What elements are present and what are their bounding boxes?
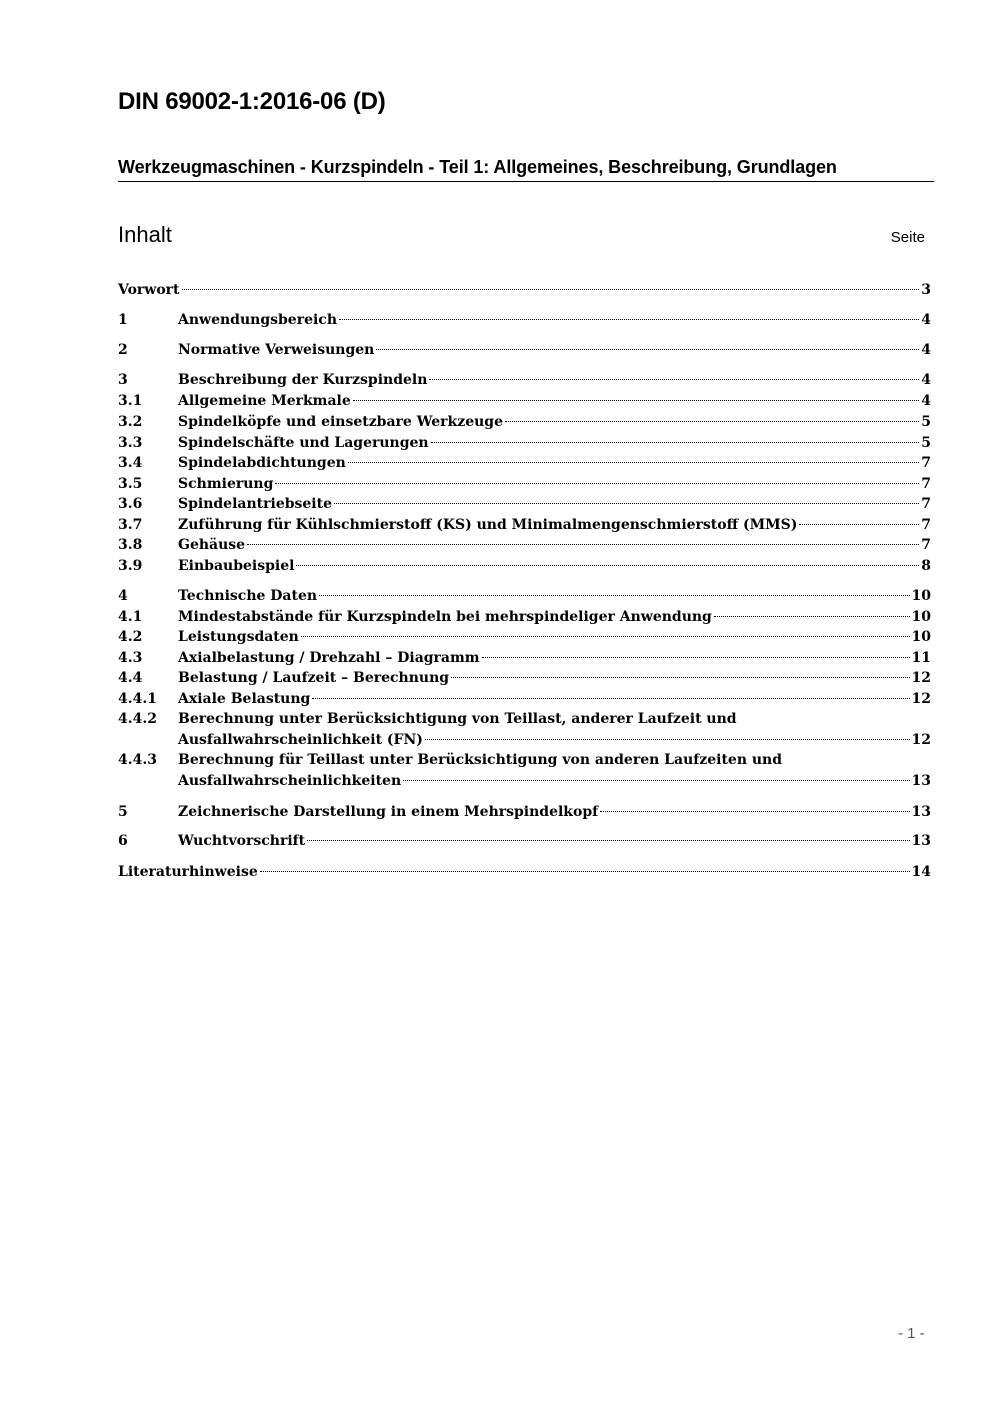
- toc-dot-leader: [339, 319, 919, 320]
- toc-entry-title-continuation: Ausfallwahrscheinlichkeit (FN): [178, 732, 423, 748]
- toc-entry-page: 10: [911, 588, 931, 604]
- toc-entry-title: Einbaubeispiel: [178, 558, 295, 574]
- toc-entry-title: Spindelabdichtungen: [178, 455, 346, 471]
- toc-entry-title-continuation: Ausfallwahrscheinlichkeiten: [178, 773, 402, 789]
- toc-entry-title: Allgemeine Merkmale: [178, 393, 351, 409]
- toc-dot-leader: [334, 503, 919, 504]
- toc-entry-number: 4.1: [118, 609, 143, 625]
- toc-entry[interactable]: [118, 340, 931, 360]
- document-title: DIN 69002-1:2016-06 (D): [118, 88, 386, 115]
- toc-heading: Inhalt: [118, 222, 172, 247]
- toc-dot-leader: [799, 524, 919, 525]
- toc-entry-title: Axiale Belastung: [178, 691, 311, 707]
- toc-entry[interactable]: [118, 689, 931, 709]
- toc-entry-number: 1: [118, 312, 128, 328]
- toc-entry[interactable]: [118, 535, 931, 555]
- toc-dot-leader: [319, 595, 909, 596]
- toc-entry-title: Spindelköpfe und einsetzbare Werkzeuge: [178, 414, 503, 430]
- toc-entry-title: Axialbelastung / Drehzahl – Diagramm: [178, 650, 480, 666]
- toc-entry-number: 3.1: [118, 393, 143, 409]
- toc-dot-leader: [451, 677, 909, 678]
- toc-entry[interactable]: [118, 862, 931, 882]
- toc-entry-title: Berechnung für Teillast unter Berücksichtigung von anderen Laufzeiten und: [178, 752, 783, 768]
- toc-entry-page: 7: [921, 517, 931, 533]
- toc-dot-leader: [403, 780, 909, 781]
- toc-dot-leader: [600, 811, 909, 812]
- toc-entry[interactable]: [118, 494, 931, 514]
- toc-entry-title: Berechnung unter Berücksichtigung von Teillast, anderer Laufzeit und: [178, 711, 737, 727]
- toc-dot-leader: [376, 349, 919, 350]
- toc-entry-title: Zuführung für Kühlschmierstoff (KS) und Minimalmengenschmierstoff (MMS): [178, 517, 798, 533]
- toc-entry-page: 8: [921, 558, 931, 574]
- toc-dot-leader: [429, 379, 919, 380]
- toc-page-column-label: Seite: [890, 229, 925, 246]
- toc-entry-number: 5: [118, 804, 128, 820]
- toc-entry-page: 13: [911, 804, 931, 820]
- toc-entry[interactable]: [118, 831, 931, 851]
- toc-dot-leader: [247, 544, 919, 545]
- toc-entry-number: 3.4: [118, 455, 143, 471]
- toc-entry-first-line: [118, 709, 931, 729]
- toc-dot-leader: [425, 739, 910, 740]
- toc-entry-title: Vorwort: [118, 282, 180, 298]
- toc-entry-page: 13: [911, 833, 931, 849]
- toc-entry-page: 7: [921, 496, 931, 512]
- toc-entry-page: 11: [911, 650, 931, 666]
- toc-entry-title: Mindestabstände für Kurzspindeln bei mehrspindeliger Anwendung: [178, 609, 712, 625]
- toc-dot-leader: [182, 289, 920, 290]
- toc-entry-page: 5: [921, 435, 931, 451]
- toc-entry[interactable]: [118, 453, 931, 473]
- toc-entry[interactable]: [118, 474, 931, 494]
- toc-entry[interactable]: [118, 433, 931, 453]
- toc-entry-number: 4.2: [118, 629, 143, 645]
- toc-dot-leader: [260, 871, 910, 872]
- toc-entry-number: 4.4.2: [118, 711, 157, 727]
- toc-dot-leader: [275, 483, 919, 484]
- toc-entry-page: 13: [911, 773, 931, 789]
- toc-entry-number: 3.2: [118, 414, 143, 430]
- toc-entry-page: 4: [921, 342, 931, 358]
- toc-entry-title: Normative Verweisungen: [178, 342, 375, 358]
- toc-entry[interactable]: [118, 771, 931, 791]
- toc-entry-number: 2: [118, 342, 128, 358]
- toc-entry-page: 5: [921, 414, 931, 430]
- document-subtitle: Werkzeugmaschinen - Kurzspindeln - Teil 1: Allgemeines, Beschreibung, Grundlagen: [118, 157, 934, 182]
- toc-entry-title: Gehäuse: [178, 537, 246, 553]
- toc-entry-number: 3.9: [118, 558, 143, 574]
- toc-entry[interactable]: [118, 556, 931, 576]
- toc-entry-number: 4.4: [118, 670, 143, 686]
- toc-entry-title: Technische Daten: [178, 588, 318, 604]
- toc-entry[interactable]: [118, 280, 931, 300]
- toc-entry-page: 4: [921, 372, 931, 388]
- toc-entry-page: 12: [911, 732, 931, 748]
- toc-entry-title: Anwendungsbereich: [178, 312, 337, 328]
- toc-entry-page: 3: [921, 282, 931, 298]
- toc-entry-page: 4: [921, 312, 931, 328]
- toc-dot-leader: [312, 698, 909, 699]
- toc-entry-title: Schmierung: [178, 476, 274, 492]
- toc-dot-leader: [714, 616, 910, 617]
- toc-entry-number: 4: [118, 588, 128, 604]
- toc-entry-number: 4.4.1: [118, 691, 157, 707]
- toc-dot-leader: [505, 421, 919, 422]
- toc-dot-leader: [307, 840, 909, 841]
- page-number: - 1 -: [898, 1325, 925, 1342]
- toc-entry[interactable]: [118, 607, 931, 627]
- toc-entry-number: 6: [118, 833, 128, 849]
- toc-entry-title: Zeichnerische Darstellung in einem Mehrspindelkopf: [178, 804, 599, 820]
- toc-entry-page: 14: [911, 864, 931, 880]
- toc-dot-leader: [296, 565, 919, 566]
- toc-entry-page: 7: [921, 476, 931, 492]
- toc-entry-number: 3.7: [118, 517, 143, 533]
- toc-entry-page: 7: [921, 455, 931, 471]
- toc-entry-number: 3.8: [118, 537, 143, 553]
- toc-entry-number: 4.3: [118, 650, 143, 666]
- toc-entry[interactable]: [118, 370, 931, 390]
- toc-entry[interactable]: [118, 730, 931, 750]
- toc-entry[interactable]: [118, 802, 931, 822]
- toc-entry-page: 12: [911, 691, 931, 707]
- toc-entry-number: 3.3: [118, 435, 143, 451]
- toc-entry-title: Beschreibung der Kurzspindeln: [178, 372, 428, 388]
- toc-entry-title: Leistungsdaten: [178, 629, 299, 645]
- toc-entry[interactable]: [118, 310, 931, 330]
- toc-entry[interactable]: [118, 586, 931, 606]
- toc-entry[interactable]: [118, 412, 931, 432]
- toc-entry-number: 3.6: [118, 496, 143, 512]
- toc-entry-title: Literaturhinweise: [118, 864, 258, 880]
- toc-entry-page: 7: [921, 537, 931, 553]
- toc-entry-number: 4.4.3: [118, 752, 157, 768]
- toc-entry[interactable]: [118, 515, 931, 535]
- toc-entry-page: 12: [911, 670, 931, 686]
- toc-dot-leader: [348, 462, 919, 463]
- toc-entry[interactable]: [118, 668, 931, 688]
- toc-entry[interactable]: [118, 391, 931, 411]
- toc-entry-page: 4: [921, 393, 931, 409]
- toc-entry-number: 3.5: [118, 476, 143, 492]
- toc-dot-leader: [353, 400, 919, 401]
- toc-dot-leader: [301, 636, 910, 637]
- toc-entry[interactable]: [118, 627, 931, 647]
- toc-entry-title: Belastung / Laufzeit – Berechnung: [178, 670, 450, 686]
- toc-entry-page: 10: [911, 609, 931, 625]
- toc-entry-number: 3: [118, 372, 128, 388]
- toc-entry-title: Spindelschäfte und Lagerungen: [178, 435, 429, 451]
- toc-entry-title: Wuchtvorschrift: [178, 833, 306, 849]
- toc-dot-leader: [431, 442, 920, 443]
- toc-entry-page: 10: [911, 629, 931, 645]
- toc-entry-title: Spindelantriebseite: [178, 496, 332, 512]
- toc-dot-leader: [482, 657, 910, 658]
- toc-entry-first-line: [118, 750, 931, 770]
- toc-entry[interactable]: [118, 648, 931, 668]
